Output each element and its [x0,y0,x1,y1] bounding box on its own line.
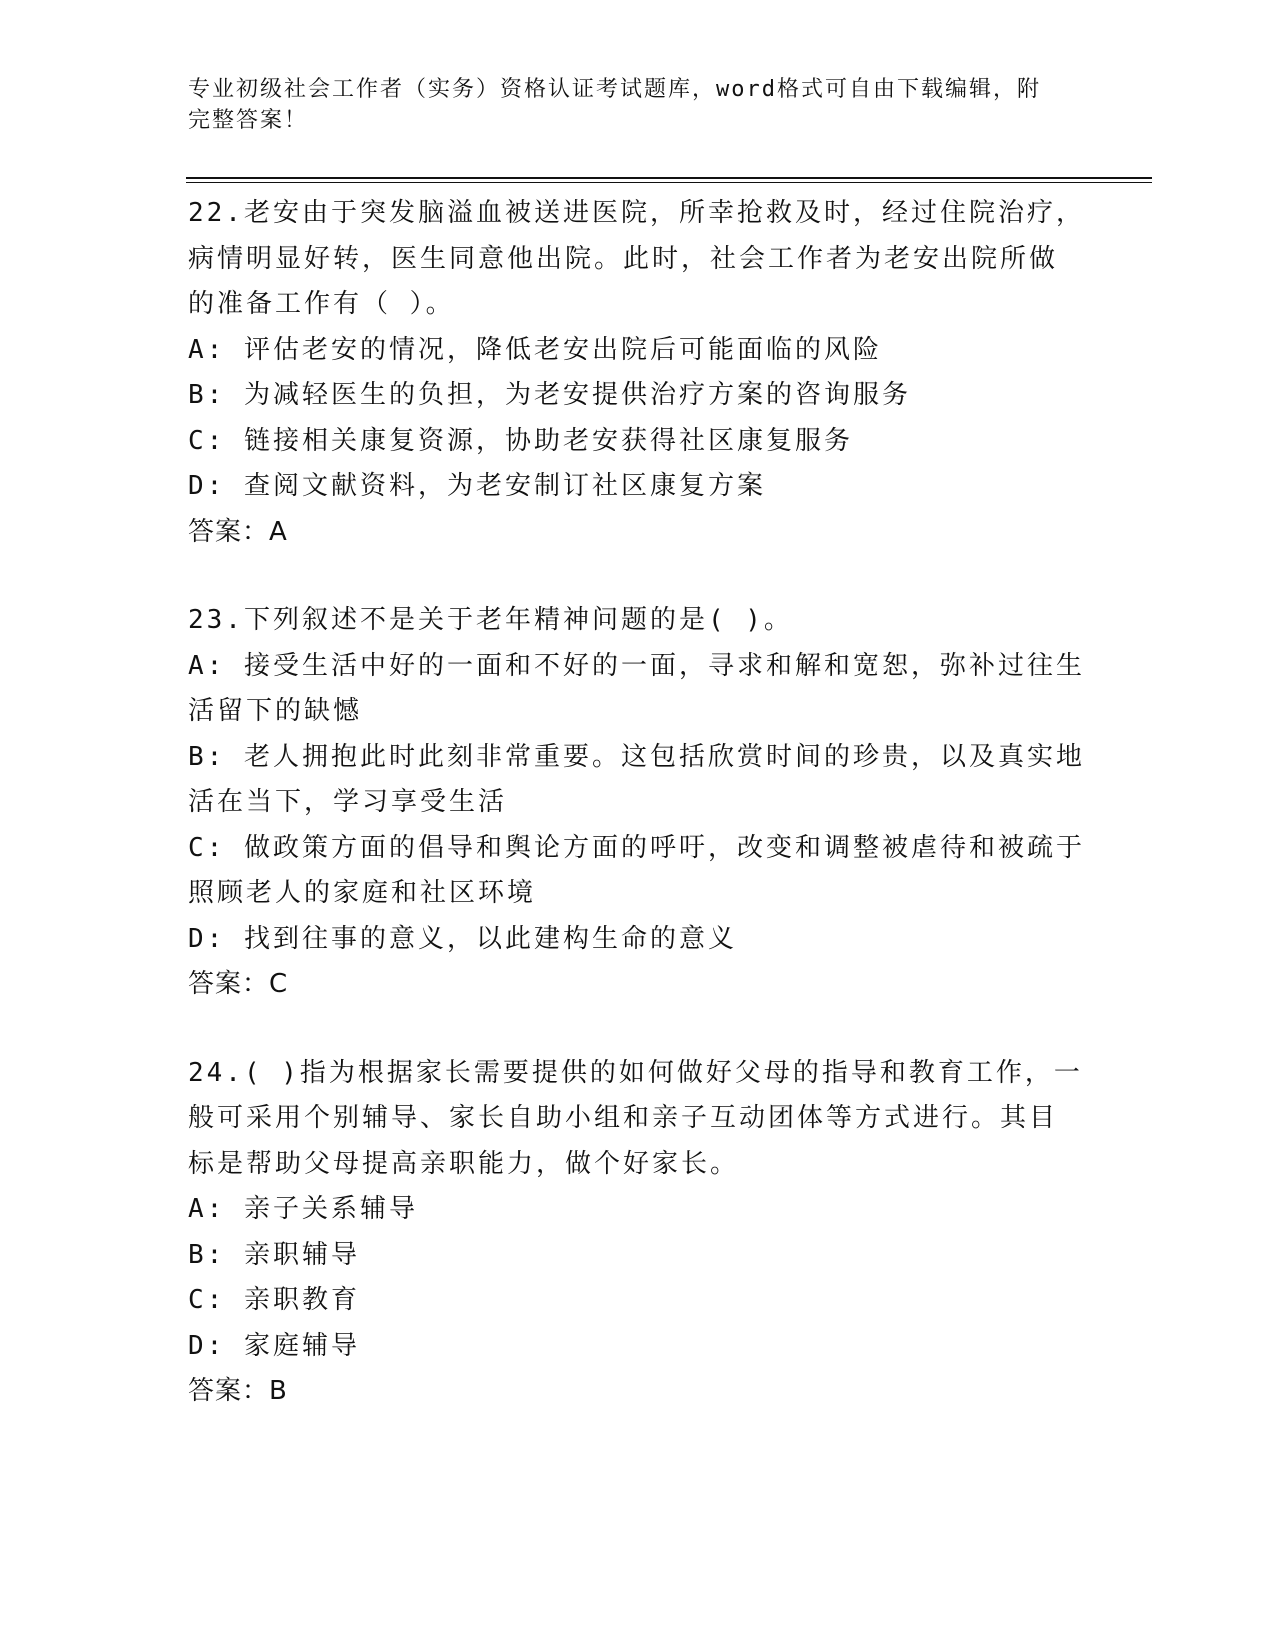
option-c-continued: 照顾老人的家庭和社区环境 [188,878,537,908]
question-stem-line: 的准备工作有（ ）。 [188,289,455,319]
option-b: B: 亲职辅导 [188,1239,360,1270]
option-b-continued: 活在当下，学习享受生活 [188,787,508,817]
option-a: A: 评估老安的情况，降低老安出院后可能面临的风险 [188,334,882,365]
question-23 [188,598,1088,1008]
page-header [188,74,1068,136]
header-divider-thin [186,182,1152,183]
header-divider-thick [186,177,1152,179]
answer-label: 答案：B [188,1376,288,1406]
question-list [188,191,1088,1458]
answer-label: 答案：A [188,516,288,547]
option-b: B: 为减轻医生的负担，为老安提供治疗方案的咨询服务 [188,380,911,410]
option-c: C: 链接相关康复资源，协助老安获得社区康复服务 [188,425,853,456]
question-24 [188,1051,1088,1415]
header-line-1: 专业初级社会工作者（实务）资格认证考试题库，word格式可自由下载编辑，附 [188,77,1041,102]
header-line-2: 完整答案！ [188,108,309,133]
option-c: C: 做政策方面的倡导和舆论方面的呼吁，改变和调整被虐待和被疏于 [188,832,1085,863]
question-22 [188,191,1088,555]
question-stem-line: 23.下列叙述不是关于老年精神问题的是( )。 [188,605,793,635]
option-d: D: 找到往事的意义，以此建构生命的意义 [188,923,737,954]
option-d: D: 家庭辅导 [188,1330,360,1361]
option-d: D: 查阅文献资料，为老安制订社区康复方案 [188,471,766,501]
question-stem-line: 24.( )指为根据家长需要提供的如何做好父母的指导和教育工作，一 [188,1057,1083,1088]
answer-label: 答案：C [188,969,289,999]
question-stem-line: 病情明显好转，医生同意他出院。此时，社会工作者为老安出院所做 [188,243,1059,274]
question-stem-line: 22.老安由于突发脑溢血被送进医院，所幸抢救及时，经过住院治疗， [188,198,1085,228]
option-a-continued: 活留下的缺憾 [188,696,363,726]
question-stem-line: 般可采用个别辅导、家长自助小组和亲子互动团体等方式进行。其目 [188,1103,1059,1133]
option-a: A: 亲子关系辅导 [188,1194,418,1224]
option-c: C: 亲职教育 [188,1285,360,1315]
question-stem-line: 标是帮助父母提高亲职能力，做个好家长。 [188,1148,740,1179]
option-a: A: 接受生活中好的一面和不好的一面，寻求和解和宽恕，弥补过往生 [188,650,1085,681]
option-b: B: 老人拥抱此时此刻非常重要。这包括欣赏时间的珍贵，以及真实地 [188,741,1085,772]
